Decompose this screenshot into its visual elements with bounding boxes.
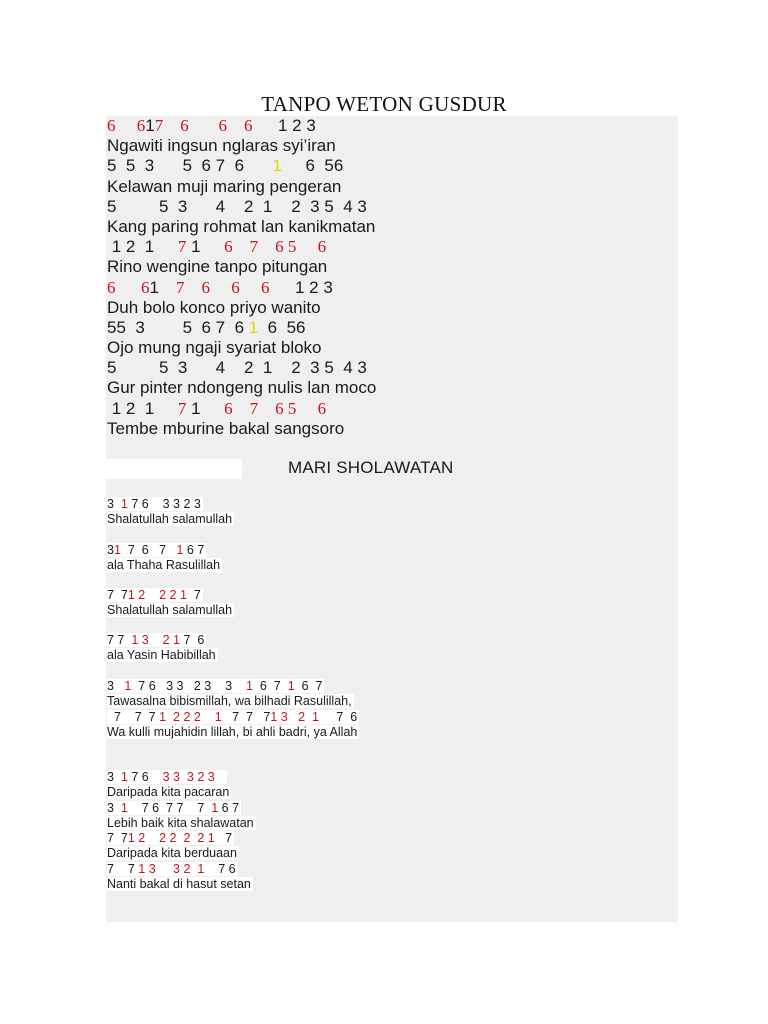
text-segment: 1 2 1 xyxy=(107,237,178,257)
song2-line xyxy=(107,816,256,831)
text-segment: 3 xyxy=(107,800,121,815)
text-segment: 7 7 xyxy=(107,588,128,602)
song2-line xyxy=(107,710,359,725)
song1-notation-line xyxy=(107,197,376,217)
text-segment: Wa kulli mujahidin lillah, bi ahli badri, ya Allah xyxy=(107,724,358,739)
white-strip xyxy=(106,459,242,479)
text-segment: ala Thaha Rasulillah xyxy=(107,558,221,573)
text-segment: 1 xyxy=(145,116,155,135)
song2-verse-block xyxy=(107,679,359,740)
text-segment: 3 xyxy=(107,679,125,693)
song2-line xyxy=(107,633,218,648)
text-segment: 1 xyxy=(214,709,222,724)
text-segment: 1 3 2 1 xyxy=(131,633,180,647)
text-segment: 6 7 xyxy=(252,679,288,693)
text-segment: Ngawiti ingsun nglaras syi’iran xyxy=(107,136,336,156)
text-segment: 5 5 3 4 2 1 2 3 5 4 3 xyxy=(107,196,367,216)
text-segment: Rino wengine tanpo pitungan xyxy=(107,257,328,277)
line-text xyxy=(107,588,203,602)
song1-notation-line xyxy=(107,278,376,298)
song1-lyric-line xyxy=(107,419,376,439)
song1-notation-line xyxy=(107,156,376,176)
text-segment: Daripada kita pacaran xyxy=(107,785,230,800)
text-segment: 1 xyxy=(120,800,128,815)
text-segment: 1 3 3 2 1 xyxy=(138,861,205,876)
text-segment: 1 xyxy=(186,398,225,418)
text-segment: 1 xyxy=(120,770,128,784)
line-text xyxy=(107,831,234,845)
text-segment: 1 xyxy=(245,679,253,693)
song2-line xyxy=(107,725,359,740)
text-segment: 7 6 3 3 2 3 xyxy=(127,497,201,511)
text-segment: 6 6 xyxy=(107,116,146,135)
text-segment: 7 7 xyxy=(107,831,128,846)
text-segment: 1 2 3 xyxy=(277,116,316,135)
text-segment: 7 7 xyxy=(107,861,139,876)
song1-notation-line xyxy=(107,116,376,136)
text-segment: 1 2 2 2 xyxy=(159,709,201,724)
song1-lyric-line xyxy=(107,217,376,237)
line-text xyxy=(107,725,359,739)
text-segment: 1 3 2 1 xyxy=(270,709,319,724)
text-segment xyxy=(201,710,215,724)
text-segment: 1 xyxy=(186,237,225,257)
text-segment: 6 7 xyxy=(294,679,323,693)
song1-notation-line xyxy=(107,237,376,257)
song1-title: TANPO WETON GUSDUR xyxy=(261,92,507,116)
line-text xyxy=(107,710,359,724)
text-segment: 1 xyxy=(287,679,295,693)
text-segment: 1 2 1 xyxy=(107,398,178,418)
text-segment: 3 xyxy=(107,770,121,784)
text-segment: 6 7 xyxy=(218,800,240,815)
song1-lyric-line xyxy=(107,257,376,277)
song1-notation-line xyxy=(107,318,376,338)
text-segment: Tembe mburine bakal sangsoro xyxy=(107,418,345,438)
text-segment: 7 6 7 xyxy=(120,543,177,557)
text-segment: 3 3 3 2 3 xyxy=(162,770,215,784)
text-segment: 1 xyxy=(113,543,121,557)
song2-line xyxy=(107,543,222,558)
text-segment: 7 6 xyxy=(318,709,358,724)
song2-verse-block xyxy=(107,497,234,528)
song2-line xyxy=(107,785,256,800)
text-segment: 7 6 7 7 7 xyxy=(127,800,212,815)
line-text xyxy=(107,877,253,891)
line-text xyxy=(107,603,234,617)
song2-line xyxy=(107,558,222,573)
song1-lyric-line xyxy=(107,378,376,398)
song1-lyric-line xyxy=(107,177,376,197)
text-segment: 1 xyxy=(176,543,184,557)
text-segment: 1 2 2 2 1 xyxy=(127,588,187,602)
song2-verse-block xyxy=(107,543,222,574)
song2-line xyxy=(107,770,256,785)
line-text xyxy=(107,770,227,784)
song2-title: MARI SHOLAWATAN xyxy=(288,458,454,477)
text-segment: Daripada kita berduaan xyxy=(107,846,237,861)
line-text xyxy=(107,679,324,693)
song2-line xyxy=(107,603,234,618)
text-segment: 6 6 xyxy=(107,277,150,297)
text-segment: Kang paring rohmat lan kanikmatan xyxy=(107,216,376,236)
song1-body xyxy=(107,116,376,439)
song2-line xyxy=(107,648,218,663)
line-text xyxy=(107,785,231,799)
line-text xyxy=(107,497,203,511)
text-segment: 7 xyxy=(186,588,201,602)
line-text xyxy=(107,558,222,572)
text-segment: 7 7 7 xyxy=(107,709,160,724)
text-segment: 6 7 xyxy=(183,543,205,557)
text-segment: 7 7 7 xyxy=(221,709,271,724)
text-segment: Lebih baik kita shalawatan xyxy=(107,815,254,830)
text-segment: 7 7 xyxy=(107,633,132,647)
song2-line xyxy=(107,831,256,846)
text-segment: 7 6 xyxy=(204,861,236,876)
text-segment: Tawasalna bibismillah, wa bilhadi Rasulillah, xyxy=(107,694,352,709)
text-segment: Shalatullah salamullah xyxy=(107,512,233,527)
text-segment: 1 xyxy=(272,156,282,176)
text-segment: 7 6 xyxy=(179,633,205,647)
line-text xyxy=(107,633,206,647)
line-text xyxy=(107,648,218,662)
text-segment: 6 56 xyxy=(281,156,344,176)
song2-line xyxy=(107,588,234,603)
text-segment: Shalatullah salamullah xyxy=(107,603,233,618)
text-segment: Ojo mung ngaji syariat bloko xyxy=(107,338,322,358)
song2-line xyxy=(107,497,234,512)
text-segment: 7 xyxy=(177,398,187,418)
song2-verse-block xyxy=(107,770,256,892)
text-segment: 7 6 6 6 xyxy=(158,277,295,297)
song2-line xyxy=(107,877,256,892)
song2-line xyxy=(107,679,359,694)
song1-lyric-line xyxy=(107,136,376,156)
text-segment: Gur pinter ndongeng nulis lan moco xyxy=(107,378,377,398)
text-segment: 1 2 3 xyxy=(294,277,333,297)
song2-verse-block xyxy=(107,588,234,619)
line-text xyxy=(107,846,239,860)
song2-line xyxy=(107,862,256,877)
song2-line xyxy=(107,694,359,709)
text-segment: Duh bolo konco priyo wanito xyxy=(107,297,321,317)
text-segment: 7 6 6 6 xyxy=(154,116,278,135)
line-text xyxy=(107,543,206,557)
text-segment: 1 xyxy=(149,277,159,297)
text-segment: 1 xyxy=(120,497,128,511)
text-segment: 5 5 3 5 6 7 6 xyxy=(107,156,273,176)
text-segment: 6 7 6 5 6 xyxy=(224,237,327,257)
text-segment: Nanti bakal di hasut setan xyxy=(107,877,251,892)
text-segment: 7 xyxy=(177,237,187,257)
song2-line xyxy=(107,801,256,816)
song1-notation-line xyxy=(107,399,376,419)
text-segment: 1 2 2 2 2 2 1 xyxy=(127,831,215,846)
text-segment: 7 6 xyxy=(127,770,163,784)
song2-line xyxy=(107,512,234,527)
text-segment: 7 6 3 3 2 3 3 xyxy=(131,679,246,693)
text-segment: 3 xyxy=(107,497,121,511)
text-segment: 6 7 6 5 6 xyxy=(224,398,327,418)
text-segment: ala Yasin Habibillah xyxy=(107,648,216,663)
line-text xyxy=(107,862,238,876)
line-text xyxy=(107,816,256,830)
song1-lyric-line xyxy=(107,298,376,318)
text-segment: 1 xyxy=(124,679,132,693)
text-segment: 3 xyxy=(107,543,114,557)
song1-notation-line xyxy=(107,358,376,378)
line-text xyxy=(107,512,234,526)
text-segment xyxy=(215,770,225,784)
text-segment: 1 xyxy=(211,800,219,815)
song2-verse-block xyxy=(107,633,218,664)
text-segment: 7 xyxy=(214,831,233,846)
song1-lyric-line xyxy=(107,338,376,358)
song2-line xyxy=(107,846,256,861)
text-segment: 1 xyxy=(248,317,259,337)
line-text xyxy=(107,801,241,815)
text-segment: Kelawan muji maring pengeran xyxy=(107,176,342,196)
text-segment: 6 56 xyxy=(258,317,306,337)
line-text xyxy=(107,694,354,708)
text-segment: 5 5 3 4 2 1 2 3 5 4 3 xyxy=(107,358,367,378)
text-segment: 55 3 5 6 7 6 xyxy=(107,317,249,337)
